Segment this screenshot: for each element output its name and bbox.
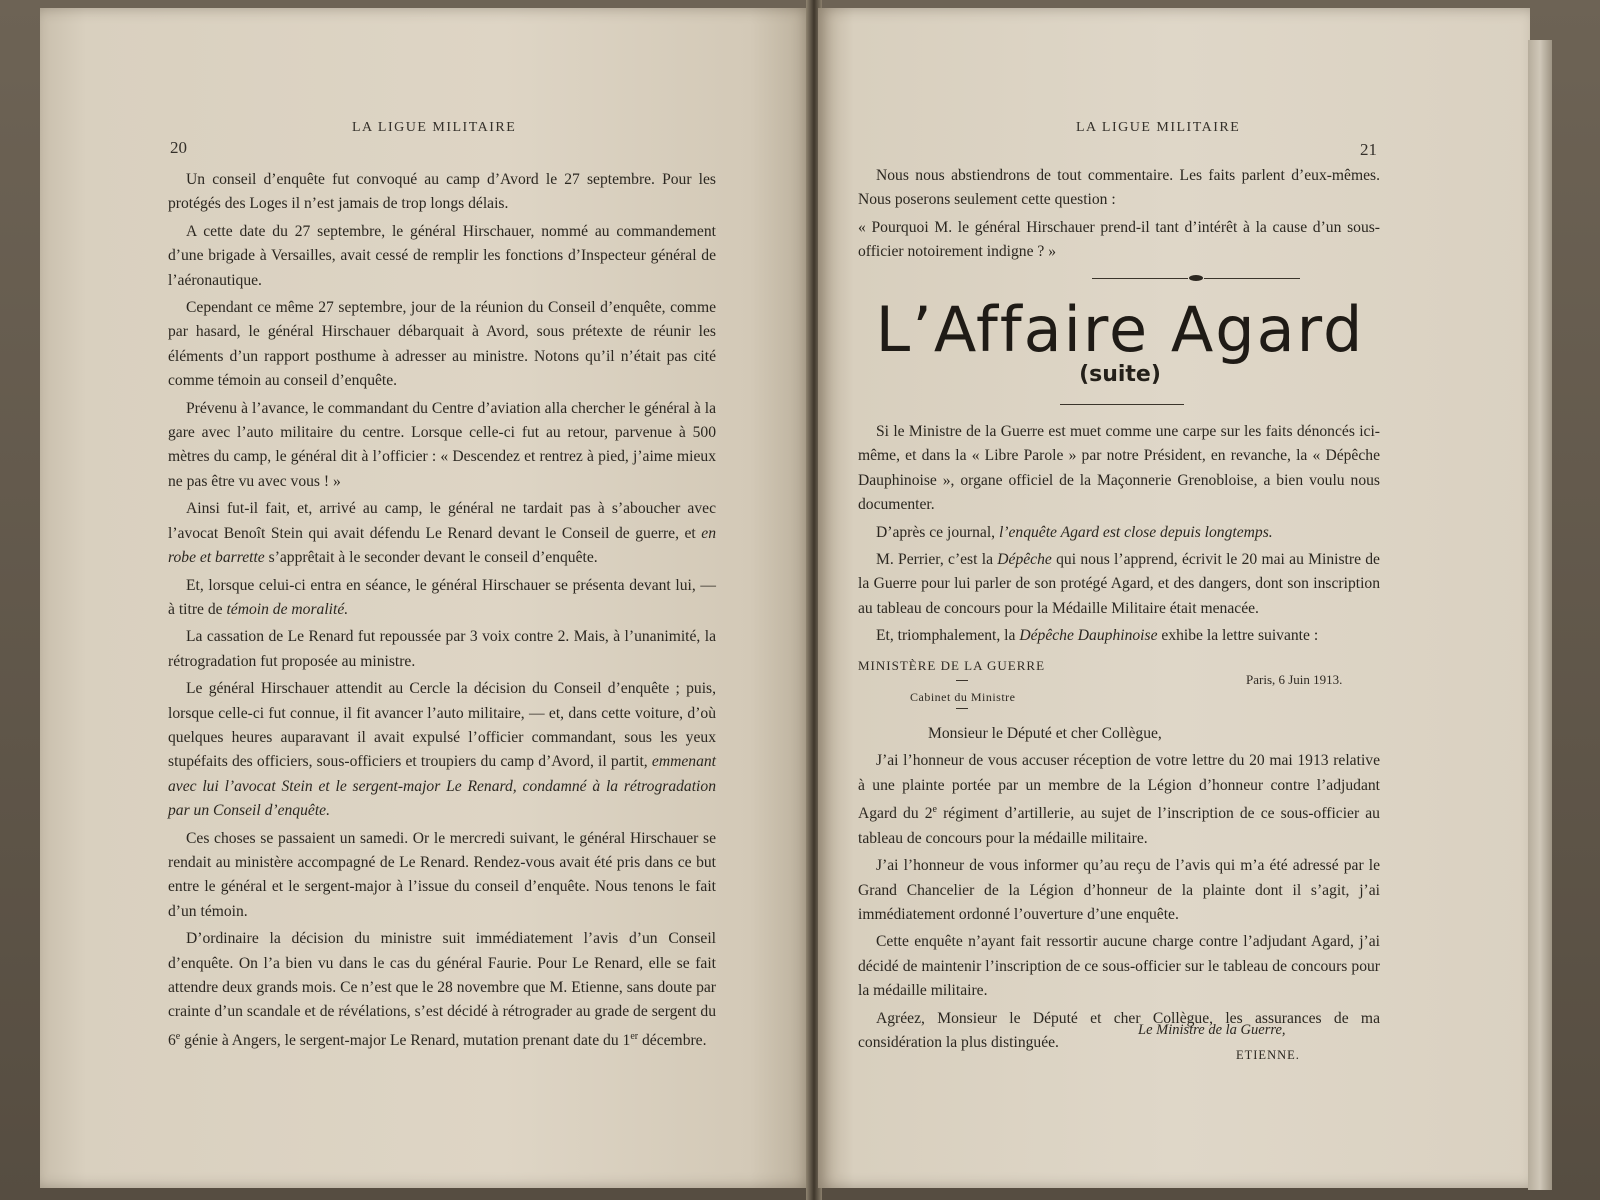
paragraph-text: Et, triomphalement, la [876,627,1016,645]
paragraph [858,624,1380,648]
paragraph [858,521,1380,545]
paragraph: Prévenu à l’avance, le commandant du Centre d’aviation alla chercher le général à la gare avec l’auto militaire du centre. Lorsque celle-ci fut au retour, parvenue à 500 mètres du camp, le général dit à l’officier : « Descendez et rentrez à pied, j’aime mieux ne pas être vu avec vous ! » [168,399,716,490]
article-subtitle: (suite) [1079,362,1161,387]
intro-paragraph: Nous nous abstiendrons de tout commentaire. Les faits parlent d’eux-mêmes. Nous poserons seulement cette question : [858,167,1380,209]
paragraph: La cassation de Le Renard fut repoussée par 3 voix contre 2. Mais, à l’unanimité, la rétrogradation fut proposée au ministre. [168,628,716,670]
paragraph-text: D’ordinaire la décision du ministre suit immédiatement l’avis d’un Conseil d’enquête. On l’a bien vu dans le cas du général Faurie. Pour Le Renard, elle se fait attendre deux grands mois. Ce n’est que le 28 novembre que M. Etienne, sans doute par crainte d’un scandale et de révélations, s’est décidé à rétrograder au grade de sergent du 6 [168,930,716,1049]
superscript: er [630,1030,639,1042]
italic-text: emmenant avec lui l’avocat Stein et le sergent-major Le Renard, condamné à la rétrogradation par un Conseil d’enquête. [168,753,716,820]
right-page [818,8,1530,1188]
paragraph [168,927,716,1053]
article-title: L’Affaire Agard [875,293,1365,366]
italic-text: en robe et barrette [168,524,716,567]
paragraph-text: J’ai l’honneur de vous accuser réception de votre lettre du 20 mai 1913 relative à une plainte portée par un membre de la Légion d’honneur contre l’adjudant Agard du 2 [858,752,1380,823]
paragraph-text: régiment d’artillerie, au sujet de l’inscription de ce sous-officier au tableau de concours pour la médaille militaire. [858,805,1380,847]
paragraph: A cette date du 27 septembre, le général Hirschauer, nommé au commandement d’une brigade à Versailles, avait cessé de remplir les fonctions d’Inspecteur général de l’aéronautique. [168,222,716,289]
paragraph-text: Ainsi fut-il fait, et, arrivé au camp, le général ne tardait pas à s’aboucher avec l’avocat Benoît Stein qui avait défendu Le Renard devant le Conseil de guerre, et [168,500,716,542]
divider-line [1204,278,1300,279]
paragraph: Cependant ce même 27 septembre, jour de la réunion du Conseil d’enquête, comme par hasard, le général Hirschauer débarquait à Avord, sous prétexte de réunir les éléments d’un rapport posthume à adresser au ministre. Notons qu’il n’était pas cité comme témoin au conseil d’enquête. [168,299,716,390]
letter-signature-name: ETIENNE. [1236,1048,1300,1062]
right-intro [858,164,1380,268]
paragraph [168,574,716,623]
italic-text: témoin de moralité. [226,600,349,618]
letter-dash [956,680,968,681]
title-rule [1060,404,1184,405]
letter-paragraph [858,749,1380,851]
paragraph: Ces choses se passaient un samedi. Or le mercredi suivant, le général Hirschauer se rendait au ministère accompagné de Le Renard. Rendez-vous avait été pris dans ce but entre le général et le sergent-major à l’issue du conseil d’enquête. Nous tenons le fait d’un témoin. [168,829,716,920]
letter-signature-title: Le Ministre de la Guerre, [1138,1022,1286,1038]
question-paragraph: « Pourquoi M. le général Hirschauer prend-il tant d’intérêt à la cause d’un sous-officier notoirement indigne ? » [858,218,1380,261]
divider-ornament [1189,275,1203,281]
italic-text: Dépêche [997,551,1052,569]
superscript: e [932,804,937,816]
ornament-divider [1092,274,1300,284]
page-number-left: 20 [170,138,187,157]
paragraph-text: Le général Hirschauer attendit au Cercle la décision du Conseil d’enquête ; puis, lorsque celle-ci fut connue, il fit avancer l’auto militaire, — et, dans cette voiture, d’où quelques heures auparavant il avait expulsé l’officier commandant, sous les yeux stupéfaits des officiers, sous-officiers et troupiers du camp d’Avord, il partit, [168,680,716,771]
paragraph-text: M. Perrier, c’est la [876,551,993,569]
page-edge [1528,40,1552,1190]
paragraph-text: génie à Angers, le sergent-major Le Renard, mutation prenant date du 1 [184,1032,631,1049]
paragraph-text: qui nous l’apprend, écrivit le 20 mai au Ministre de la Guerre pour lui parler de son protégé Agard, et des dangers, dont son inscription au tableau de concours pour la Médaille Militaire était menacée. [858,551,1380,617]
running-head-right: LA LIGUE MILITAIRE [1076,120,1241,135]
letter-dash [956,708,968,709]
letter-body [858,722,1380,1058]
italic-text: l’enquête Agard est close depuis longtemps. [998,523,1273,541]
paragraph [858,548,1380,621]
paragraph-text: exhibe la lettre suivante : [1161,627,1319,645]
letter-cabinet: Cabinet du Ministre [910,690,1016,704]
left-text-column [168,168,716,1056]
right-text-column [858,420,1380,652]
paragraph-text: décembre. [642,1032,707,1049]
superscript: e [175,1030,181,1042]
italic-text: Dépêche Dauphinoise [1019,627,1158,645]
letter-paragraph: Cette enquête n’ayant fait ressortir aucune charge contre l’adjudant Agard, j’ai décidé de maintenir l’inscription de ce sous-officier sur le tableau de concours pour la médaille militaire. [858,933,1380,1000]
running-head-left: LA LIGUE MILITAIRE [352,120,517,135]
letter-paragraph: Agréez, Monsieur le Député et cher Collègue, les assurances de ma considération la plus distinguée. [858,1009,1380,1052]
letter-ministry: MINISTÈRE DE LA GUERRE [858,658,1046,673]
divider-line [1092,278,1188,279]
left-page [40,8,812,1188]
page-number-right: 21 [1360,140,1377,159]
paragraph-text: D’après ce journal, [876,523,996,541]
paragraph-text: Et, lorsque celui-ci entra en séance, le général Hirschauer se présenta devant lui, — à titre de [168,576,716,618]
paragraph [168,677,716,823]
letter-date: Paris, 6 Juin 1913. [1246,672,1343,687]
paragraph: Un conseil d’enquête fut convoqué au camp d’Avord le 27 septembre. Pour les protégés des Loges il n’est jamais de trop longs délais. [168,171,716,213]
paragraph: Si le Ministre de la Guerre est muet comme une carpe sur les faits dénoncés ici-même, et dans la « Libre Parole » par notre Président, en revanche, la « Dépêche Dauphinoise », organe officiel de la Maçonnerie Grenobloise, a bien voulu nous documenter. [858,423,1380,514]
paragraph-text: s’apprêtait à le seconder devant le conseil d’enquête. [268,549,598,567]
letter-salutation: Monsieur le Député et cher Collègue, [928,725,1162,742]
paragraph [168,497,716,570]
letter-paragraph: J’ai l’honneur de vous informer qu’au reçu de l’avis qui m’a été adressé par le Grand Chancelier de la Légion d’honneur de la plainte dont il s’agit, j’ai immédiatement ordonné l’ouverture d’une enquête. [858,857,1380,924]
